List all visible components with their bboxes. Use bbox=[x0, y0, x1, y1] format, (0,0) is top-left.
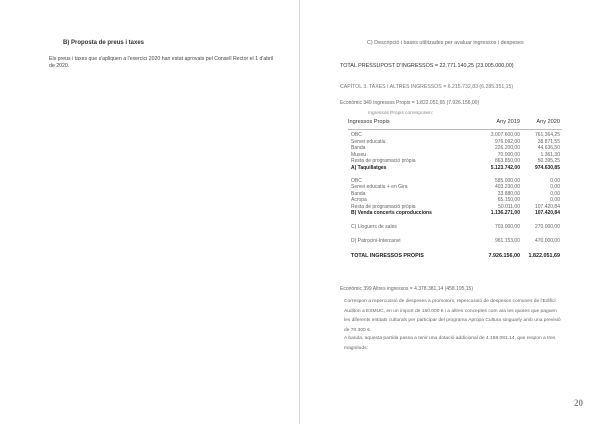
row-value-2019: 1.136.271,00 bbox=[490, 210, 520, 216]
table-row-lloguers bbox=[340, 224, 562, 231]
ingressos-propis-table bbox=[340, 119, 562, 259]
paragraph-repercussio: Correspon a repercussió de despeses a promotors, repercussió de despeses comunes de l'Edifici Auditori a ESMUC, en un import de 150.000 € i a altres conceptes com ara les quotes que paguen les diferents entitats culturals per participar del programa Apropa Cultura singuarly amb una previsió de 70.300 €. bbox=[344, 299, 561, 333]
row-label: B) Venda concerts coproduccions bbox=[351, 210, 432, 216]
table-header-2020: Any 2020 bbox=[536, 119, 560, 125]
table-row-total bbox=[340, 253, 562, 260]
row-value-2020: 44.636,50 bbox=[537, 145, 560, 151]
section-b-heading: B) Proposta de preus i taxes bbox=[63, 40, 145, 46]
row-label: Servei educatiu + en Gira bbox=[351, 184, 408, 190]
row-value-2020: 761.364,25 bbox=[534, 132, 560, 138]
row-value-2019: 976.092,00 bbox=[494, 138, 520, 145]
row-label: OBC bbox=[351, 132, 362, 138]
row-value-2020: 1.361,30 bbox=[540, 151, 560, 158]
row-label: TOTAL INGRESSOS PROPIS bbox=[351, 252, 424, 259]
row-label: A) Taquillatges bbox=[351, 164, 387, 171]
table-header-row bbox=[340, 119, 562, 129]
page-number: 20 bbox=[574, 398, 583, 408]
row-value-2019: 403.230,00 bbox=[494, 184, 520, 190]
row-value-2019: 863.850,00 bbox=[494, 158, 520, 164]
row-value-2020: 107.420,84 bbox=[534, 210, 560, 216]
row-value-2020: 0,00 bbox=[550, 184, 560, 190]
row-value-2020: 0,00 bbox=[550, 197, 560, 203]
table-row-patrocini bbox=[340, 238, 562, 245]
row-value-2020: 50.395,25 bbox=[537, 158, 560, 164]
row-value-2019: 226.200,00 bbox=[494, 145, 520, 151]
row-label: OBC bbox=[351, 177, 362, 184]
economic-349-line: Econòmic 349 Ingressos Propis = 1.822.051,65 (7.926.156,00) bbox=[340, 100, 480, 106]
section-b-body: Els preus i taxes que s'apliquen a l'exercici 2020 han estat aprovats pel Consell Rector el 1 d'abril de 2020. bbox=[49, 56, 274, 69]
row-value-2020: 270.000,00 bbox=[534, 223, 560, 230]
row-value-2019: 33.880,00 bbox=[497, 190, 520, 197]
row-label: Banda bbox=[351, 190, 366, 197]
row-label: C) Lloguers de sales bbox=[351, 223, 397, 230]
section-c-heading: C) Descripció i bases utilitzades per avaluar ingressos i despeses bbox=[367, 40, 524, 46]
page-spine-divider bbox=[299, 0, 300, 424]
row-value-2019: 3.007.600,00 bbox=[490, 132, 520, 138]
table-header-label: Ingressos Propis bbox=[348, 119, 390, 125]
row-value-2020: 974.630,85 bbox=[534, 164, 560, 171]
row-value-2019: 7.926.156,00 bbox=[488, 252, 520, 259]
row-value-2019: 585.000,00 bbox=[494, 177, 520, 184]
row-label: Resta de programació pròpia bbox=[351, 158, 416, 164]
row-label: Servei educatiu bbox=[351, 138, 386, 145]
row-value-2020: 470.000,00 bbox=[534, 238, 560, 244]
row-value-2019: 961.153,00 bbox=[494, 238, 520, 244]
row-label: Banda bbox=[351, 145, 366, 151]
paragraph-dotacio: A banda, aquesta partida passa a tenir una dotació addicional de 4.158.081,14, que respon a tres magnituds: bbox=[344, 336, 556, 351]
row-label: Museu bbox=[351, 151, 367, 158]
row-value-2019: 70.000,00 bbox=[497, 151, 520, 158]
table-row bbox=[340, 210, 562, 217]
ingressos-propis-subtitle: Ingressos Propis corresponen: bbox=[368, 111, 434, 116]
total-pressupost-line: TOTAL PRESSUPOST D'INGRESSOS = 22.771.140,25 (23.005.000,00) bbox=[340, 63, 514, 69]
table-header-rule bbox=[348, 129, 562, 130]
row-value-2020: 107.420,84 bbox=[534, 203, 560, 210]
row-label: Acropa bbox=[351, 197, 367, 203]
capitol-3-line: CAPÍTOL 3. TAXES I ALTRES INGRESSOS = 6.215.732,83 (6.285.351,15) bbox=[340, 84, 514, 90]
row-value-2020: 0,00 bbox=[550, 177, 560, 184]
table-header-2019: Any 2019 bbox=[496, 119, 520, 125]
row-value-2019: 5.123.742,00 bbox=[490, 164, 520, 171]
row-value-2019: 703.000,00 bbox=[494, 223, 520, 230]
row-label: D) Patrocini-Intercanvi bbox=[351, 238, 401, 244]
row-value-2020: 1.822.051,69 bbox=[528, 252, 560, 259]
row-value-2020: 38.871,55 bbox=[537, 138, 560, 145]
table-body bbox=[340, 129, 562, 217]
row-label: Resta de programació pròpia bbox=[351, 203, 416, 210]
row-value-2020: 0,00 bbox=[550, 190, 560, 197]
row-value-2019: 65.150,00 bbox=[497, 197, 520, 203]
economic-399-line: Econòmic 399 Altres ingressos = 4.378.381,14 (458.195,15) bbox=[340, 286, 474, 292]
row-value-2019: 50.011,00 bbox=[498, 203, 520, 210]
